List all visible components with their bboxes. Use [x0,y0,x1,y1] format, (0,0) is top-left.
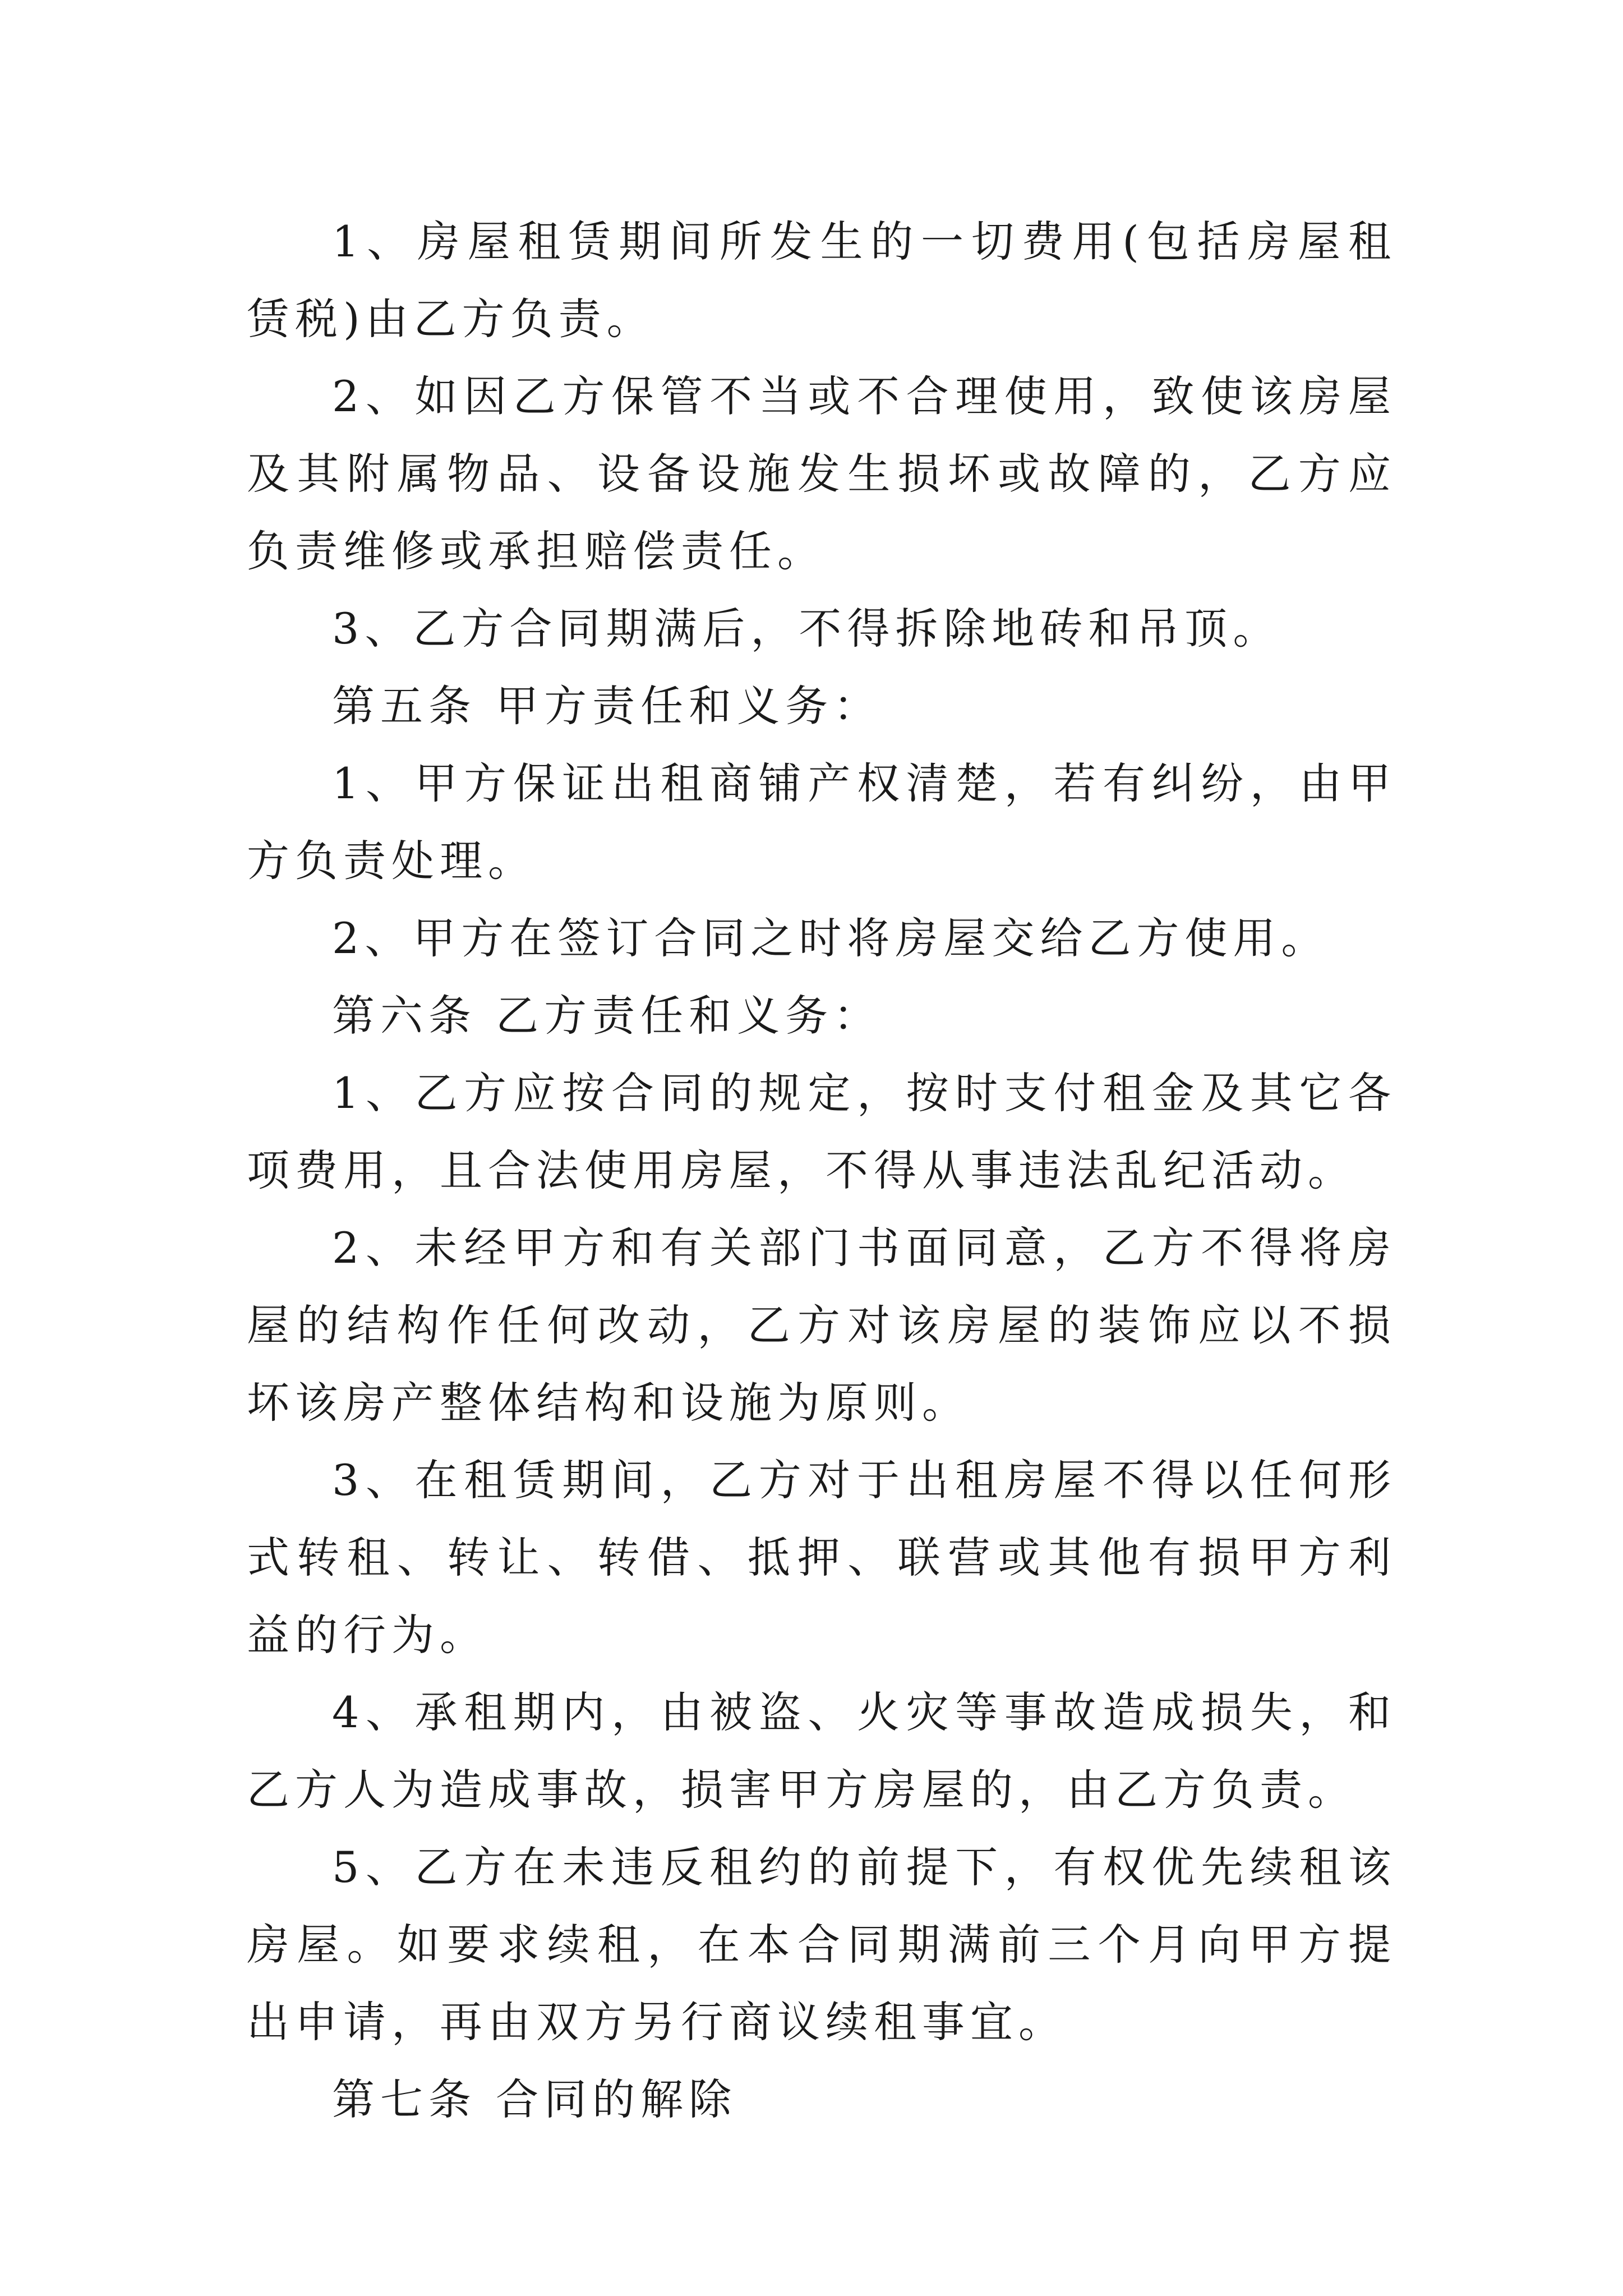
paragraph-property-rights: 1、甲方保证出租商铺产权清楚，若有纠纷，由甲方负责处理。 [247,758,1396,886]
paragraph-handover: 2、甲方在签订合同之时将房屋交给乙方使用。 [332,913,1330,963]
paragraph-structure-changes: 2、未经甲方和有关部门书面同意，乙方不得将房屋的结构作任何改动，乙方对该房屋的装饰应以不损坏该房产整体结构和设施为原则。 [247,1223,1396,1428]
section-heading-article-5: 第五条 甲方责任和义务： [332,681,882,731]
section-heading-article-7: 第七条 合同的解除 [332,2074,737,2124]
paragraph-damage-liability: 2、如因乙方保管不当或不合理使用，致使该房屋及其附属物品、设备设施发生损坏或故障的，乙方应负责维修或承担赔偿责任。 [247,371,1396,576]
paragraph-rent-payment: 1、乙方应按合同的规定，按时支付租金及其它各项费用，且合法使用房屋，不得从事违法乱纪活动。 [247,1068,1396,1195]
document-body [247,203,1396,2138]
paragraph-expenses: 1、房屋租赁期间所发生的一切费用(包括房屋租赁税)由乙方负责。 [247,217,1396,344]
paragraph-renewal: 5、乙方在未违反租约的前提下，有权优先续租该房屋。如要求续租，在本合同期满前三个月向甲方提出申请，再由双方另行商议续租事宜。 [247,1842,1396,2047]
section-heading-article-6: 第六条 乙方责任和义务： [332,991,882,1041]
paragraph-no-removal: 3、乙方合同期满后，不得拆除地砖和吊顶。 [332,604,1281,654]
paragraph-sublease: 3、在租赁期间，乙方对于出租房屋不得以任何形式转租、转让、转借、抵押、联营或其他有损甲方利益的行为。 [247,1455,1396,1660]
paragraph-accidents: 4、承租期内，由被盗、火灾等事故造成损失，和乙方人为造成事故，损害甲方房屋的，由乙方负责。 [247,1687,1396,1815]
